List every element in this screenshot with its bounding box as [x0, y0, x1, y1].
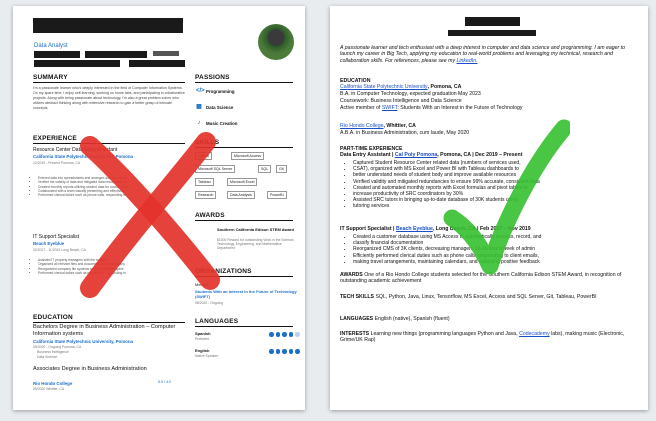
intro-text: A passionate learner and tech enthusiast with a deep interest in computer and data science and programming. I am eager to launch my career in Big Tech, applying my education to real-world problems and leveraging my technical, research and collaboration skills. For references, please see my LinkedIn.	[340, 45, 626, 64]
passion-item: ♪ Music Creation	[197, 120, 238, 126]
company-link[interactable]: Cal Poly Pomona	[394, 152, 438, 158]
job-bullets	[33, 258, 183, 275]
degree-title: Bachelors Degree in Business Administration – Computer Information systems	[33, 324, 176, 337]
level-dot	[276, 332, 281, 337]
job-heading: Data Entry Assistant | Cal Poly Pomona, Pomona, CA | Dec 2019 – Present	[340, 152, 523, 158]
education-heading: EDUCATION	[340, 78, 371, 84]
language-level: Native Speaker	[195, 354, 219, 358]
skill-chip: Python	[195, 152, 212, 160]
job-title: IT Support Specialist	[33, 234, 80, 240]
job-bullets	[344, 160, 614, 210]
bullet-item: • classify financial documentation	[353, 240, 614, 246]
level-dot	[276, 349, 281, 354]
education-heading: EDUCATION	[33, 314, 185, 323]
passion-item: </> Programming	[196, 88, 235, 94]
education-dates: 05/2020 Whittier, CA	[33, 387, 65, 391]
job-heading: IT Support Specialist | Beach Eyeblue, Long Beach, CA | Feb 2017 – Nov 2019	[340, 226, 531, 232]
job-title: Resource Center Data Entry Assistant	[33, 147, 118, 153]
bullet-item: • Assisted SRC tutors in bringing up-to-date database of 30K students using	[353, 197, 614, 203]
level-dot	[289, 332, 294, 337]
education-dates: 09/2020 - Ongoing Pomona, CA	[33, 345, 82, 349]
school-link[interactable]: Rio Hondo College	[340, 123, 384, 129]
redacted-contact	[34, 51, 80, 58]
education-member: Active member of SWIFT: Students With an Interest in the Future of Technology	[340, 105, 523, 111]
school-name: California State Polytechnic University, Pomona	[33, 339, 133, 344]
bullet-item: • Verified validity and mitigated redundancies to ensure 99% accurate, consistent data	[353, 179, 614, 185]
skill-chip: Microsoft SQL Server	[195, 165, 235, 173]
level-dot	[269, 332, 274, 337]
degree-title: Associates Degree in Business Administration	[33, 366, 147, 372]
bullet-item: • Created and automated monthly reports with Excel formulas and pivot tables to	[353, 185, 614, 191]
level-dot	[282, 349, 287, 354]
bullet-item: • increase productivity of SRC coordinators by 30%	[353, 191, 614, 197]
skill-chip: Git	[276, 165, 287, 173]
redacted-contact	[448, 30, 536, 36]
skill-chip: Microsoft Access	[231, 152, 264, 160]
tech-skills-section: TECH SKILLS SQL, Python, Java, Linux, Tensorflow, MS Excel, Access and SQL Server, Git, Tableau, PowerBI	[340, 294, 597, 300]
languages-heading: LANGUAGES	[195, 318, 293, 327]
education-degree: A.B.A. in Business Administration, cum laude, May 2020	[340, 130, 470, 136]
languages-section: LANGUAGES English (native), Spanish (fluent)	[340, 316, 450, 322]
bullet-item: • Created monthly reports utilizing student data for coordinators	[38, 185, 183, 189]
bullet-item: • tutoring services	[353, 203, 614, 209]
bullet-item: • Assisted IT property managers with the system	[38, 258, 183, 262]
music-icon: ♪	[197, 120, 201, 126]
redacted-contact	[34, 60, 120, 67]
education-detail: Data Science	[37, 355, 58, 359]
language-level: Proficient	[195, 337, 210, 341]
bullet-item: • Organized all relevant files and documents for the company	[38, 262, 183, 266]
job-company: Beach Eyeblue	[33, 241, 65, 246]
job-dates: 12/2019 - Present Pomona, CA	[33, 161, 81, 165]
award-title: Southern California Edison STEM Award	[217, 227, 294, 232]
level-dot	[269, 349, 274, 354]
experience-heading: EXPERIENCE	[33, 135, 185, 144]
chart-icon: ▦	[196, 104, 202, 110]
education-coursework: Coursework: Business Intelligence and Data Science	[340, 98, 462, 104]
summary-heading: SUMMARY	[33, 74, 185, 83]
codecademy-link[interactable]: Codecademy	[519, 331, 550, 337]
award-text: $1000 Reward for outstanding Work in the Science, Technology, Engineering, and Mathematics Department	[217, 238, 295, 251]
level-dot	[282, 332, 287, 337]
resume-role: Data Analyst	[34, 43, 68, 49]
education-degree: B.A. in Computer Technology, expected graduation May 2023	[340, 91, 481, 97]
awards-section: AWARDS One of a Rio Hondo College students selected for the Southern California Edison STEM Award, in recognition of outstanding academic achievement	[340, 272, 622, 285]
skill-chip: Microsoft Excel	[227, 178, 257, 186]
interests-section: INTERESTS Learning new things (programming languages Python and Java, Codecademy labs), making music (Electronic, Grime/UK Rap)	[340, 331, 625, 344]
skills-heading: SKILLS	[195, 139, 293, 148]
bullet-item: • Entered data into spreadsheets and arranged dashboards on	[38, 176, 183, 180]
bullet-item: • Performed clerical duties such as phone calls, responding to	[38, 193, 183, 197]
redacted-name	[33, 18, 183, 33]
experience-heading: PART-TIME EXPERIENCE	[340, 146, 403, 152]
awards-heading: AWARDS	[195, 212, 293, 221]
language-level-dots	[269, 349, 300, 354]
code-icon: </>	[196, 88, 205, 94]
bullet-item: • Efficiently performed clerical duties such as phone calls, responding to client emails,	[353, 253, 614, 259]
passion-item: ▦ Data Science	[196, 104, 234, 110]
level-dot	[289, 349, 294, 354]
education-school: California State Polytechnic University, Pomona, CA	[340, 84, 462, 90]
job-bullets	[33, 176, 183, 197]
language-name: Spanish	[195, 331, 211, 336]
organizations-heading: ORGANIZATIONS	[195, 268, 293, 277]
job-dates: 02/2017 - 11/2019 Long Beach, CA	[33, 248, 86, 252]
bullet-item: • Collaborated with a team visually presenting and effectively	[38, 189, 183, 193]
job-bullets	[344, 234, 614, 265]
company-link[interactable]: Beach Eyeblue	[395, 226, 433, 232]
education-school: Rio Hondo College, Whittier, CA	[340, 123, 416, 129]
language-name: English	[195, 348, 210, 353]
redacted-name	[465, 17, 520, 26]
avatar	[258, 24, 294, 60]
organization-name: Students With an Interest in the Future of Technology (SWIFT)	[195, 289, 297, 299]
plain-resume	[330, 6, 648, 410]
bullet-item: • Created a customer database using MS Access to automatically process, record, and	[353, 234, 614, 240]
skill-chip: Research	[195, 191, 216, 199]
bullet-item: • CSAT), organized with MS Excel and Power BI with Tableau dashboards to	[353, 166, 614, 172]
skill-chip: Tableau	[195, 178, 214, 186]
language-level-dots	[269, 332, 300, 337]
skill-chip: SQL	[258, 165, 271, 173]
bullet-item: • Verified the validity of data and mitigated data redundancy for	[38, 180, 183, 184]
designed-resume	[13, 6, 305, 410]
linkedin-link[interactable]: LinkedIn.	[456, 57, 478, 64]
redacted-contact	[85, 51, 147, 58]
bullet-item: • better understand needs of student body and improve available resources	[353, 172, 614, 178]
passions-heading: PASSIONS	[195, 74, 293, 83]
school-link[interactable]: California State Polytechnic University	[340, 84, 428, 90]
education-detail: Business Intelligence	[37, 350, 69, 354]
bullet-item: • Performed clerical duties such as phone calls, responding to	[38, 271, 183, 275]
skill-chip: Data Analysis	[227, 191, 255, 199]
bullet-item: • making travel arrangements, maintaining calendars, and collecting positive feedback	[353, 259, 614, 265]
summary-text: I'm a passionate learner who's deeply interested in the field of Computer Information Systems. On my spare time, I enjoy self-learning, working on home labs, and participating in collaborative projects. Along with being passionate about technology, I'm also a great problem solver who utilizes abstract thinking along with extensive research to gain a better grasp of intricate concepts.	[33, 86, 185, 110]
bullet-item: • Captured Student Resource Center related data (numbers of services used,	[353, 160, 614, 166]
job-company: California State Polytechnic University, Pomona	[33, 154, 133, 159]
school-name: Rio Hondo College	[33, 381, 73, 386]
organization-dates: 08/2020 - Ongoing	[195, 301, 224, 305]
redacted-contact	[129, 60, 185, 67]
level-dot	[295, 332, 300, 337]
organization-role: Member	[195, 282, 210, 287]
gpa-value: 5.5 / 4.0	[158, 380, 171, 384]
bullet-item: • Reorganized CMS of 3K clients, decreasing managers 10-15 hours/week of admin	[353, 246, 614, 252]
bullet-item: • Reorganized company file systems to decrease time spent	[38, 267, 183, 271]
level-dot	[295, 349, 300, 354]
redacted-contact	[153, 51, 179, 56]
swift-link[interactable]: SWIFT	[381, 105, 398, 111]
skill-chip: PowerBI	[267, 191, 287, 199]
